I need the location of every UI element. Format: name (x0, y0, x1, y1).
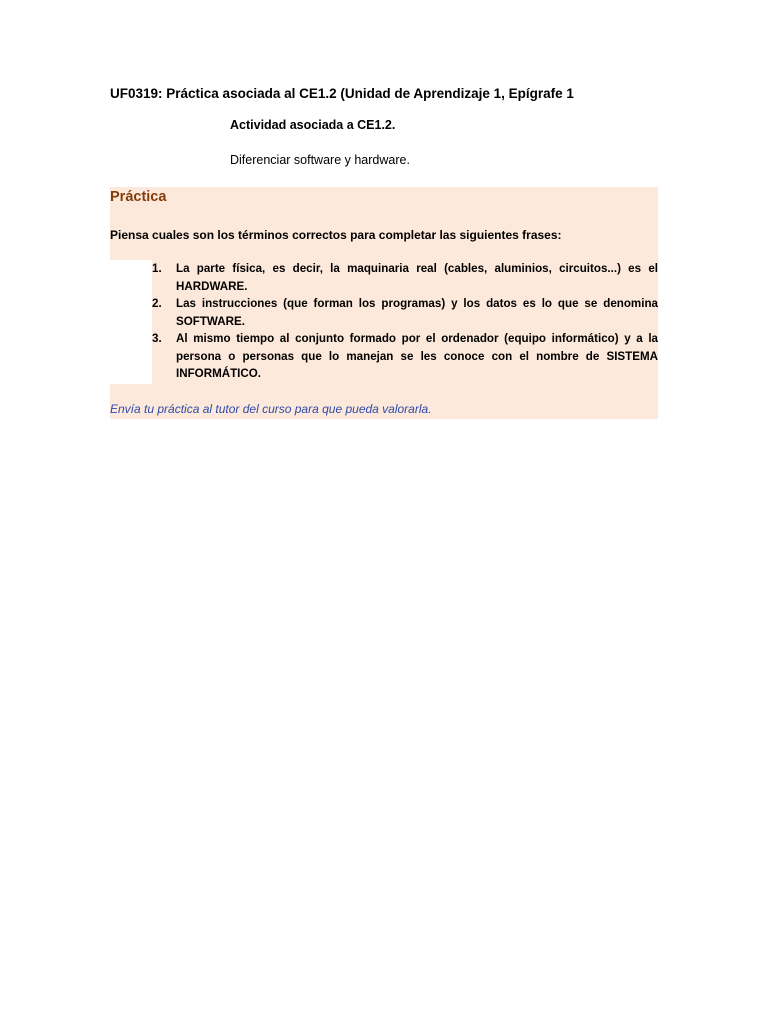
practice-heading: Práctica (110, 189, 167, 205)
document-title: UF0319: Práctica asociada al CE1.2 (Unidad de Aprendizaje 1, Epígrafe 1 (110, 86, 574, 101)
list-item-text: Al mismo tiempo al conjunto formado por el ordenador (equipo informático) y a la persona o personas que lo manejan se les conoce con el nombre de SISTEMA INFORMÁTICO. (176, 332, 658, 380)
list-item-text: Las instrucciones (que forman los programas) y los datos es lo que se denomina SOFTWARE. (176, 297, 658, 328)
practice-section (110, 187, 658, 419)
list-item-text: La parte física, es decir, la maquinaria real (cables, aluminios, circuitos...) es el HARDWARE. (176, 262, 658, 293)
list-item (152, 295, 658, 330)
list-item-number: 2. (152, 297, 162, 310)
activity-objective: Diferenciar software y hardware. (230, 153, 410, 167)
list-item (152, 260, 658, 295)
submission-note: Envía tu práctica al tutor del curso para que pueda valorarla. (110, 402, 432, 416)
practice-instructions: Piensa cuales son los términos correctos para completar las siguientes frases: (110, 228, 562, 242)
list-item (152, 330, 658, 383)
list-indent-gutter (110, 260, 152, 384)
practice-list (152, 260, 658, 383)
activity-label: Actividad asociada a CE1.2. (230, 118, 396, 132)
list-item-number: 1. (152, 262, 162, 275)
list-item-number: 3. (152, 332, 162, 345)
